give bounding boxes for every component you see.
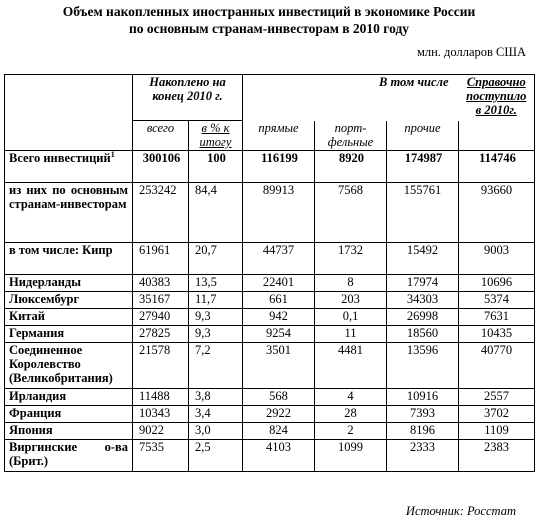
row-label: Соединенное Королевство (Великобритания) [5,343,133,389]
cell-portfolio: 1099 [315,440,387,472]
col-received [459,121,535,151]
cell-portfolio: 1732 [315,243,387,275]
cell-other: 18560 [387,326,459,343]
cell-direct: 22401 [243,275,315,292]
table-row [5,406,535,423]
header-accumulated: Накоплено на конец 2010 г. [133,75,243,121]
cell-portfolio: 8920 [315,151,387,183]
cell-pct: 11,7 [189,292,243,309]
cell-portfolio: 8 [315,275,387,292]
row-label: в том числе: Кипр [5,243,133,275]
cell-received: 2383 [459,440,535,472]
col-portfolio: порт-фельные [315,121,387,151]
cell-received: 5374 [459,292,535,309]
cell-other: 26998 [387,309,459,326]
units-label: млн. долларов США [416,45,526,59]
table-row [5,292,535,309]
cell-portfolio: 4481 [315,343,387,389]
cell-pct: 3,8 [189,389,243,406]
cell-total: 11488 [133,389,189,406]
cell-direct: 2922 [243,406,315,423]
cell-other: 34303 [387,292,459,309]
cell-total: 21578 [133,343,189,389]
cell-received: 114746 [459,151,535,183]
cell-pct: 100 [189,151,243,183]
investment-table [4,74,535,472]
cell-other: 7393 [387,406,459,423]
cell-direct: 661 [243,292,315,309]
header-empty-cell-2 [5,121,133,151]
header-row-2 [5,121,535,151]
title-line-2: по основным странам-инвесторам в 2010 году [128,21,410,36]
cell-received: 2557 [459,389,535,406]
col-pct: в % к итогу [189,121,243,151]
row-label: из них по основным странам-инвесторам [5,183,133,243]
col-other: прочие [387,121,459,151]
cell-portfolio: 4 [315,389,387,406]
header-incl: В том числе [243,75,459,121]
table-row [5,275,535,292]
cell-pct: 9,3 [189,326,243,343]
cell-portfolio: 7568 [315,183,387,243]
table-row [5,423,535,440]
table-row [5,183,535,243]
title-line-1: Объем накопленных иностранных инвестиций в экономике России [62,4,476,19]
row-label: Китай [5,309,133,326]
cell-other: 174987 [387,151,459,183]
cell-received: 93660 [459,183,535,243]
cell-total: 300106 [133,151,189,183]
cell-other: 15492 [387,243,459,275]
cell-other: 2333 [387,440,459,472]
cell-direct: 3501 [243,343,315,389]
table-row [5,309,535,326]
cell-direct: 116199 [243,151,315,183]
cell-other: 155761 [387,183,459,243]
cell-other: 8196 [387,423,459,440]
cell-direct: 942 [243,309,315,326]
cell-total: 35167 [133,292,189,309]
table-row [5,151,535,183]
row-label: Люксембург [5,292,133,309]
cell-total: 10343 [133,406,189,423]
cell-pct: 9,3 [189,309,243,326]
row-label: Япония [5,423,133,440]
cell-pct: 2,5 [189,440,243,472]
row-label: Франция [5,406,133,423]
cell-other: 13596 [387,343,459,389]
cell-other: 10916 [387,389,459,406]
col-total: всего [133,121,189,151]
cell-total: 253242 [133,183,189,243]
cell-total: 27825 [133,326,189,343]
cell-portfolio: 11 [315,326,387,343]
cell-direct: 89913 [243,183,315,243]
cell-received: 10696 [459,275,535,292]
header-reference: Справочно поступило в 2010г. [459,75,535,121]
document-title [0,3,538,37]
cell-portfolio: 0,1 [315,309,387,326]
row-label: Всего инвестиций$^1$ [5,151,133,183]
col-direct: прямые [243,121,315,151]
source-note: Источник: Росстат [405,504,516,518]
cell-total: 9022 [133,423,189,440]
cell-portfolio: 2 [315,423,387,440]
table-row [5,389,535,406]
table-row [5,243,535,275]
row-label: Ирландия [5,389,133,406]
cell-total: 7535 [133,440,189,472]
cell-direct: 568 [243,389,315,406]
cell-received: 1109 [459,423,535,440]
cell-pct: 3,0 [189,423,243,440]
table-row [5,326,535,343]
cell-other: 17974 [387,275,459,292]
cell-portfolio: 28 [315,406,387,423]
cell-received: 7631 [459,309,535,326]
cell-direct: 44737 [243,243,315,275]
row-label: Виргинские о-ва (Брит.) [5,440,133,472]
cell-direct: 824 [243,423,315,440]
cell-portfolio: 203 [315,292,387,309]
header-empty-cell [5,75,133,121]
cell-pct: 84,4 [189,183,243,243]
cell-direct: 9254 [243,326,315,343]
cell-pct: 13,5 [189,275,243,292]
cell-direct: 4103 [243,440,315,472]
table-row [5,343,535,389]
cell-received: 40770 [459,343,535,389]
row-label: Германия [5,326,133,343]
cell-total: 40383 [133,275,189,292]
cell-received: 9003 [459,243,535,275]
cell-pct: 7,2 [189,343,243,389]
cell-pct: 20,7 [189,243,243,275]
row-label: Нидерланды [5,275,133,292]
header-row-1 [5,75,535,121]
cell-total: 27940 [133,309,189,326]
cell-received: 10435 [459,326,535,343]
table-row [5,440,535,472]
cell-received: 3702 [459,406,535,423]
cell-pct: 3,4 [189,406,243,423]
cell-total: 61961 [133,243,189,275]
